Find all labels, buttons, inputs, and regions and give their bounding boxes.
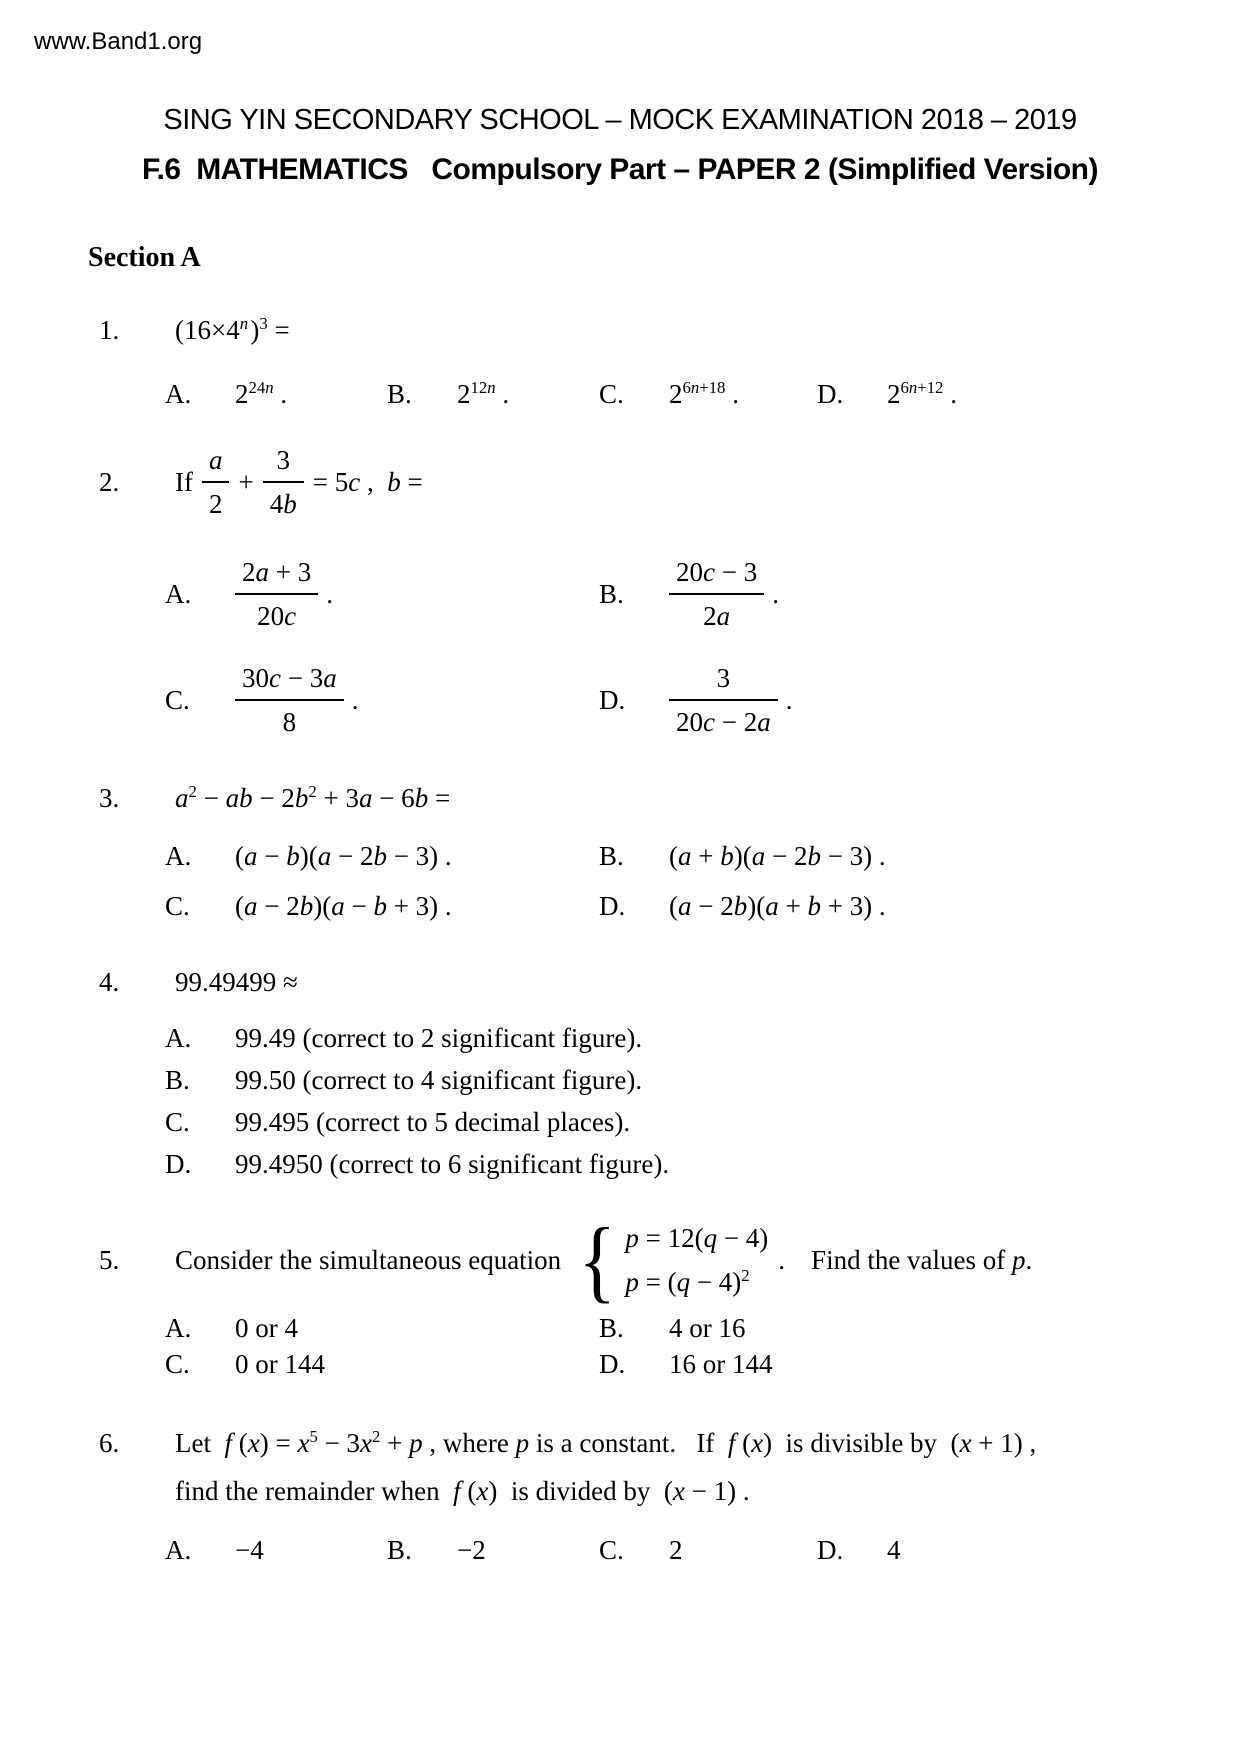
period: . xyxy=(326,579,333,609)
option-value: (a − 2b)(a + b + 3) . xyxy=(669,891,886,921)
fraction xyxy=(669,660,778,740)
fraction xyxy=(669,554,764,634)
question-stem-rest: = 5c , b = xyxy=(312,467,423,497)
fraction-denominator: 20c xyxy=(257,601,297,631)
option-d xyxy=(817,376,957,412)
fraction xyxy=(263,442,304,522)
option-value: $2^{24n}$ . xyxy=(235,378,288,409)
option-d xyxy=(817,1532,901,1568)
option-value: −2 xyxy=(457,1535,486,1565)
option-label: A. xyxy=(165,1313,192,1343)
period: . xyxy=(785,685,793,715)
fraction xyxy=(202,442,230,522)
option-c xyxy=(599,376,817,412)
question-5-stem-row xyxy=(99,1209,1180,1311)
option-a xyxy=(165,1532,387,1568)
option-value: 4 or 16 xyxy=(669,1313,746,1343)
option-value: $2^{12n}$ . xyxy=(457,378,510,409)
question-3-stem-row xyxy=(99,780,1180,816)
option-label: C. xyxy=(165,685,190,715)
fraction-numerator: a xyxy=(202,442,230,483)
option-label: D. xyxy=(817,1535,844,1565)
option-label: B. xyxy=(599,841,624,871)
period: . xyxy=(772,579,779,609)
option-label: B. xyxy=(599,579,624,609)
option-value: 99.50 (correct to 4 significant figure). xyxy=(235,1065,643,1095)
question-3-options-row-1 xyxy=(165,838,1180,874)
option-label: B. xyxy=(599,1313,624,1343)
option-label: D. xyxy=(599,1349,626,1379)
question-stem-text: If xyxy=(175,467,193,497)
option-label: C. xyxy=(165,891,190,921)
fraction-numerator: 30c − 3a xyxy=(235,660,344,701)
system-equation-1: p = 12(q − 4) xyxy=(625,1223,769,1253)
question-2 xyxy=(99,442,1180,740)
question-number: 6. xyxy=(99,1428,120,1458)
option-label: D. xyxy=(165,1149,192,1179)
option-d xyxy=(165,1146,1180,1182)
option-label: B. xyxy=(165,1065,190,1095)
option-c xyxy=(165,1104,1180,1140)
fraction-numerator: 20c − 3 xyxy=(669,554,764,595)
fraction-numerator: 3 xyxy=(669,660,778,701)
question-number: 1. xyxy=(99,315,120,345)
watermark-text: www.Band1.org xyxy=(34,28,203,55)
exam-title: SING YIN SECONDARY SCHOOL – MOCK EXAMINATION 2018 – 2019 xyxy=(163,104,1077,136)
question-2-options-row-2 xyxy=(165,660,1180,740)
question-number: 2. xyxy=(99,467,120,497)
option-label: A. xyxy=(165,1023,192,1053)
fraction-denominator: 4b xyxy=(269,489,297,519)
equation-system: { p = 12(q − 4) $p = (q - 4)^2$ xyxy=(578,1209,769,1311)
question-number: 4. xyxy=(99,967,120,997)
option-label: B. xyxy=(387,1535,412,1565)
option-value: 4 xyxy=(887,1535,901,1565)
option-b xyxy=(387,376,599,412)
option-label: D. xyxy=(599,685,626,715)
option-value: 16 or 144 xyxy=(669,1349,773,1379)
fraction-denominator: 2a xyxy=(703,601,731,631)
option-d xyxy=(599,1346,773,1382)
option-value: $2^{6n+18}$ . xyxy=(669,378,739,409)
option-label: B. xyxy=(387,379,412,409)
option-value: 99.4950 (correct to 6 significant figure). xyxy=(235,1149,670,1179)
question-4-stem-row xyxy=(99,964,1180,1000)
option-value: 99.49 (correct to 2 significant figure). xyxy=(235,1023,643,1053)
option-value: $2^{6n+12}$ . xyxy=(887,378,957,409)
plus-sign: + xyxy=(238,467,254,497)
question-1-stem-row xyxy=(99,312,1180,348)
option-a xyxy=(165,376,387,412)
option-a xyxy=(165,838,599,874)
question-6 xyxy=(99,1424,1180,1568)
option-b xyxy=(599,838,886,874)
option-label: C. xyxy=(165,1349,190,1379)
option-value: (a − 2b)(a − b + 3) . xyxy=(235,891,452,921)
question-2-stem-row xyxy=(99,442,1180,522)
option-label: C. xyxy=(165,1107,190,1137)
fraction-numerator: 3 xyxy=(263,442,304,483)
option-label: D. xyxy=(599,891,626,921)
question-6-options xyxy=(165,1532,1180,1568)
question-6-stem-row xyxy=(99,1424,1180,1462)
fraction-denominator: 2 xyxy=(208,489,223,519)
option-label: A. xyxy=(165,841,192,871)
option-b xyxy=(599,1310,746,1346)
question-3 xyxy=(99,780,1180,924)
fraction-denominator: 8 xyxy=(282,707,297,737)
option-label: A. xyxy=(165,1535,192,1565)
question-3-options-row-2 xyxy=(165,888,1180,924)
question-5 xyxy=(99,1209,1180,1382)
option-c xyxy=(599,1532,817,1568)
question-stem: $a^2$ − ab − $2b^2 + 3a - 6b$ = xyxy=(175,782,451,813)
question-1-options xyxy=(165,376,1180,412)
option-label: A. xyxy=(165,579,192,609)
question-stem: ($16\times 4^n$ )$^3$ = xyxy=(175,314,290,345)
option-value: 99.495 (correct to 5 decimal places). xyxy=(235,1107,631,1137)
option-d xyxy=(599,888,886,924)
question-stem-line-2: find the remainder when f (x) is divided by (x − 1) . xyxy=(175,1476,750,1506)
fraction-denominator: 20c − 2a xyxy=(676,707,771,737)
system-equation-2: $p = (q - 4)^2$ xyxy=(625,1266,750,1297)
fraction-numerator: 2a + 3 xyxy=(235,554,318,595)
section-a-heading: Section A xyxy=(88,242,201,273)
option-value: −4 xyxy=(235,1535,264,1565)
option-value: 0 or 144 xyxy=(235,1349,325,1379)
option-value: (a + b)(a − 2b − 3) . xyxy=(669,841,886,871)
option-label: D. xyxy=(817,379,844,409)
option-c xyxy=(165,888,599,924)
option-value: (a − b)(a − 2b − 3) . xyxy=(235,841,452,871)
fraction xyxy=(235,660,344,740)
option-b xyxy=(599,554,779,634)
question-stem-line-1: Let f $(x) = x^5 - 3x^2 + p$ , where p is a constant. If f (x) is divisible by (x + 1) , xyxy=(175,1427,1037,1458)
option-a xyxy=(165,1020,1180,1056)
option-d xyxy=(599,660,792,740)
question-6-stem-row-2 xyxy=(99,1472,1180,1510)
exam-subtitle: F.6 MATHEMATICS Compulsory Part – PAPER 2 (Simplified Version) xyxy=(142,153,1098,186)
option-label: A. xyxy=(165,379,192,409)
system-equations xyxy=(625,1220,768,1300)
question-number: 5. xyxy=(99,1245,120,1275)
option-label: C. xyxy=(599,1535,624,1565)
question-4 xyxy=(99,964,1180,1182)
question-stem-text: Consider the simultaneous equation xyxy=(175,1245,562,1275)
option-a xyxy=(165,554,599,634)
option-label: C. xyxy=(599,379,624,409)
question-5-options-row-1 xyxy=(165,1310,1180,1346)
option-value: 2 xyxy=(669,1535,683,1565)
option-b xyxy=(387,1532,599,1568)
fraction xyxy=(235,554,318,634)
option-c xyxy=(165,1346,599,1382)
option-b xyxy=(165,1062,1180,1098)
question-stem: 99.49499 ≈ xyxy=(175,967,298,997)
option-c xyxy=(165,660,599,740)
period: . xyxy=(778,1245,786,1275)
option-a xyxy=(165,1310,599,1346)
question-stem-after: Find the values of p. xyxy=(811,1245,1033,1275)
period: . xyxy=(351,685,359,715)
question-5-options-row-2 xyxy=(165,1346,1180,1382)
question-2-options-row-1 xyxy=(165,554,1180,634)
question-1 xyxy=(99,312,1180,412)
question-number: 3. xyxy=(99,783,120,813)
option-value: 0 or 4 xyxy=(235,1313,298,1343)
